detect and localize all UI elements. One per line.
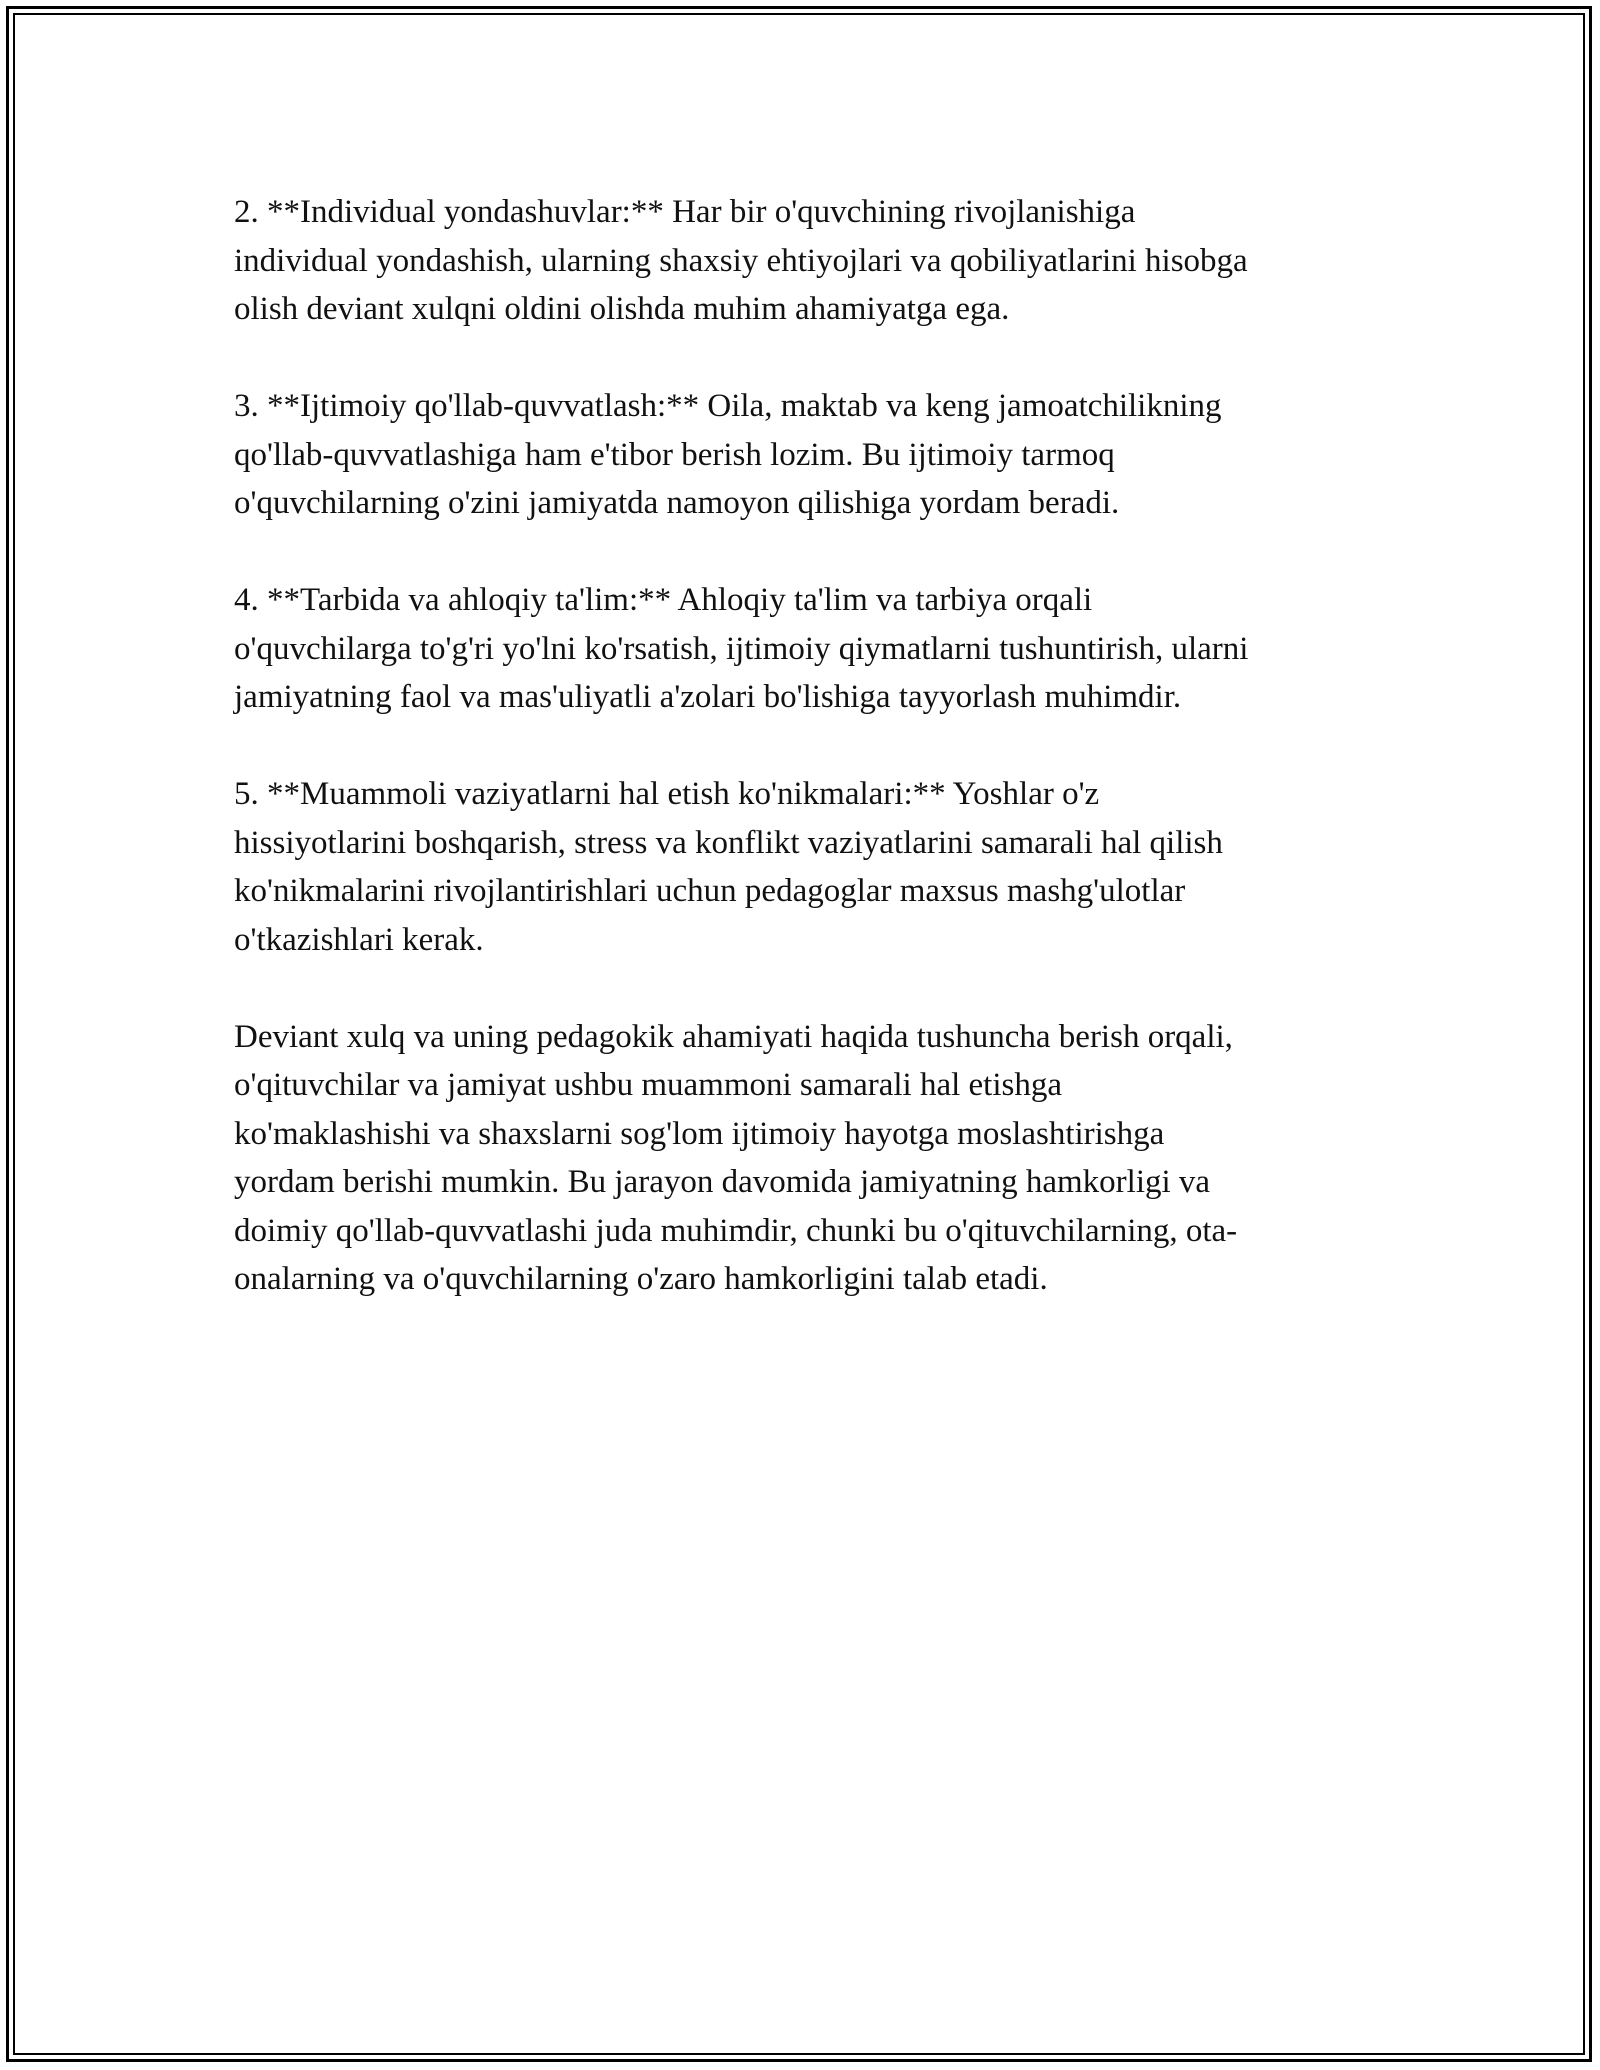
paragraph-social-support: 3. **Ijtimoiy qo'llab-quvvatlash:** Oila, maktab va keng jamoatchilikning qo'llab-quvvatlashiga ham e'tibor berish lozim. Bu ijtimoiy tarmoq o'quvchilarning o'zini jamiyatda namoyon qilishiga yordam beradi.: [234, 388, 1222, 521]
paragraph-conclusion: Deviant xulq va uning pedagokik ahamiyati haqida tushuncha berish orqali, o'qituvchilar va jamiyat ushbu muammoni samarali hal etishga ko'maklashishi va shaxslarni sog'lom ijtimoiy hayotga moslashtirishga yordam berishi mumkin. Bu jarayon davomida jamiyatning hamkorligi va doimiy qo'llab-quvvatlashi juda muhimdir, chunki bu o'qituvchilarning, ota- onalarning va o'quvchilarning o'zaro hamkorligini talab etadi.: [234, 1018, 1238, 1297]
paragraph-problem-solving-skills: 5. **Muammoli vaziyatlarni hal etish ko'nikmalari:** Yoshlar o'z hissiyotlarini boshqarish, stress va konflikt vaziyatlarini samarali hal qilish ko'nikmalarini rivojlantirishlari uchun pedagoglar maxsus mashg'ulotlar o'tkazishlari kerak.: [234, 776, 1223, 958]
document-body: [234, 188, 1374, 1304]
paragraph-moral-education: 4. **Tarbida va ahloqiy ta'lim:** Ahloqiy ta'lim va tarbiya orqali o'quvchilarga to'g'ri yo'lni ko'rsatish, ijtimoiy qiymatlarni tushuntirish, ularni jamiyatning faol va mas'uliyatli a'zolari bo'lishiga tayyorlash muhimdir.: [234, 582, 1249, 715]
paragraph-individual-approaches: 2. **Individual yondashuvlar:** Har bir o'quvchining rivojlanishiga individual yondashish, ularning shaxsiy ehtiyojlari va qobiliyatlarini hisobga olish deviant xulqni oldini olishda muhim ahamiyatga ega.: [234, 194, 1248, 327]
